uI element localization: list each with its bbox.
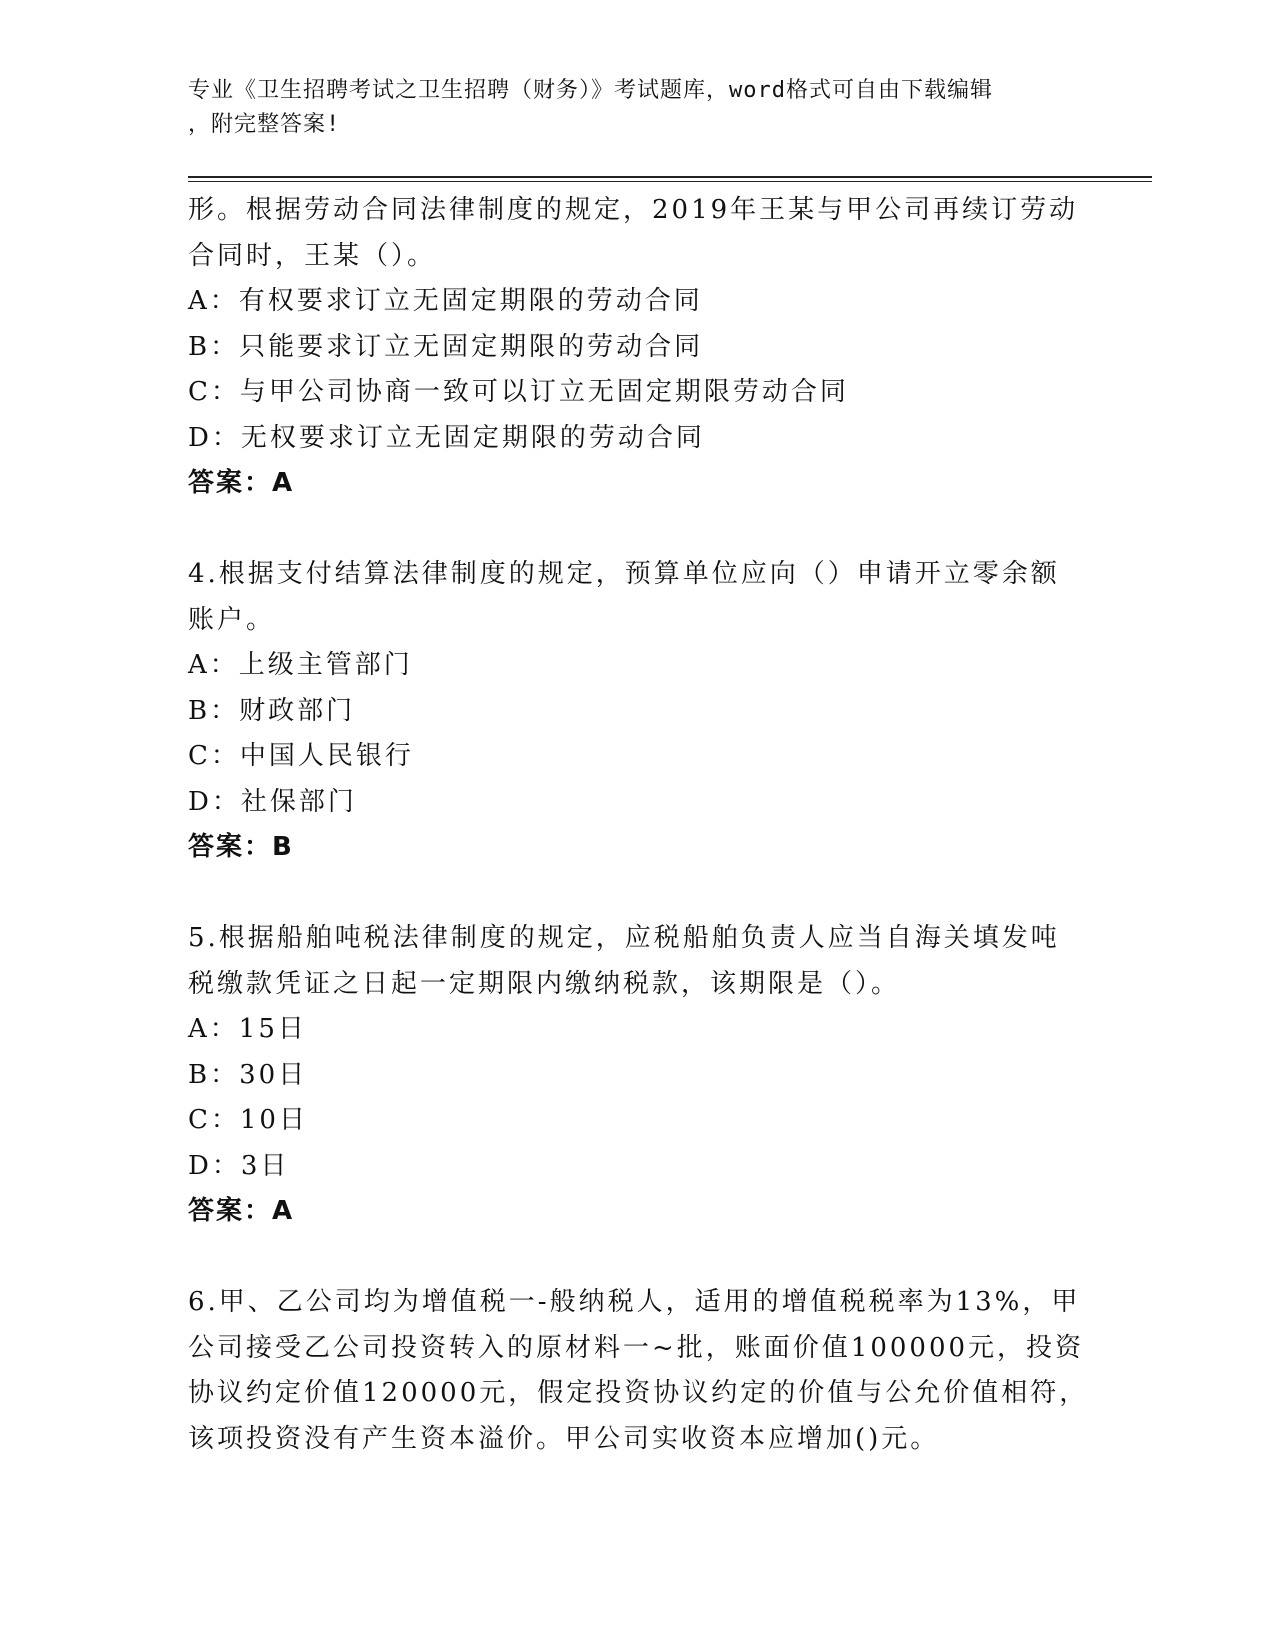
header-divider-thick <box>188 176 1152 178</box>
question-stem-line: 合同时，王某（）。 <box>188 240 437 271</box>
question-5 <box>188 916 1068 1235</box>
option-b: B：30日 <box>188 1059 308 1090</box>
spacer <box>188 871 1068 917</box>
option-a: A：15日 <box>188 1014 307 1044</box>
document-header <box>188 74 1068 142</box>
question-content <box>188 188 1089 1462</box>
spacer <box>188 507 1068 553</box>
option-c: C：10日 <box>188 1105 308 1135</box>
question-stem-line: 4.根据支付结算法律制度的规定，预算单位应向（）申请开立零余额 <box>188 559 1060 589</box>
question-stem-line: 6.甲、乙公司均为增值税一-般纳税人，适用的增值税税率为13%，甲 <box>188 1287 1081 1317</box>
spacer <box>188 1235 1068 1281</box>
question-stem-line: 账户。 <box>188 604 276 635</box>
question-stem-line: 形。根据劳动合同法律制度的规定，2019年王某与甲公司再续订劳动 <box>188 195 1079 225</box>
header-divider-thin <box>188 181 1152 182</box>
question-stem-line: 5.根据船舶吨税法律制度的规定，应税船舶负责人应当自海关填发吨 <box>188 923 1060 953</box>
question-stem-line: 税缴款凭证之日起一定期限内缴纳税款，该期限是（）。 <box>188 968 901 999</box>
option-c: C：与甲公司协商一致可以订立无固定期限劳动合同 <box>188 377 849 407</box>
header-line-2: ，附完整答案! <box>188 112 341 137</box>
answer-line: 答案：A <box>188 468 295 498</box>
option-d: D：3日 <box>188 1150 290 1181</box>
option-a: A：上级主管部门 <box>188 650 413 680</box>
answer-line: 答案：A <box>188 1196 295 1226</box>
question-stem-line: 协议约定价值120000元，假定投资协议约定的价值与公允价值相符， <box>188 1378 1089 1408</box>
answer-line: 答案：B <box>188 832 294 862</box>
question-3 <box>188 188 1079 507</box>
option-d: D：无权要求订立无固定期限的劳动合同 <box>188 422 705 453</box>
option-c: C：中国人民银行 <box>188 741 414 771</box>
header-line-1: 专业《卫生招聘考试之卫生招聘（财务）》考试题库，word格式可自由下载编辑 <box>188 78 993 103</box>
question-stem-line: 该项投资没有产生资本溢价。甲公司实收资本应增加()元。 <box>188 1423 940 1454</box>
option-b: B：财政部门 <box>188 695 356 726</box>
option-a: A：有权要求订立无固定期限的劳动合同 <box>188 286 703 316</box>
question-stem-line: 公司接受乙公司投资转入的原材料一~批，账面价值100000元，投资 <box>188 1332 1085 1363</box>
option-d: D：社保部门 <box>188 786 357 817</box>
option-b: B：只能要求订立无固定期限的劳动合同 <box>188 331 704 362</box>
question-4 <box>188 552 1068 871</box>
question-6 <box>188 1280 1089 1462</box>
